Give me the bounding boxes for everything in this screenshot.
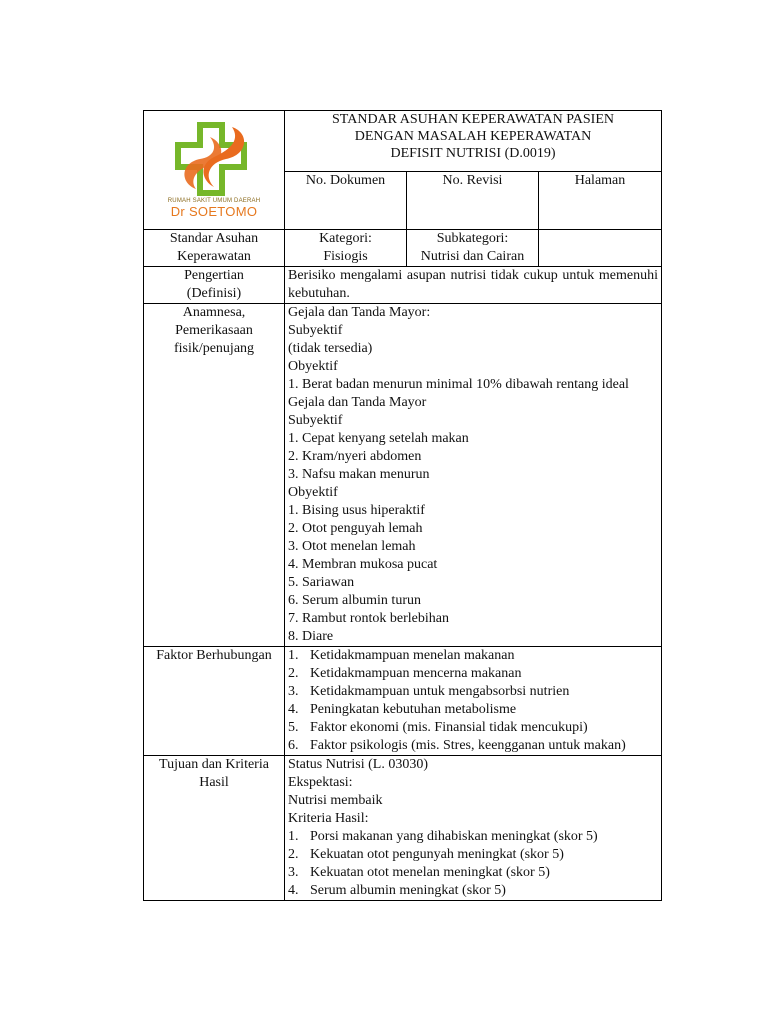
list-item-number: 2. (288, 847, 299, 862)
list-item-number: 4. (288, 883, 299, 898)
revision-number-label: No. Revisi (442, 172, 503, 188)
list-item (288, 719, 658, 737)
hospital-logo (144, 121, 284, 229)
outcomes-line: Status Nutrisi (L. 03030) (288, 757, 428, 772)
outcomes-label-line: Tujuan dan Kriteria (159, 757, 269, 772)
list-item-text: Kekuatan otot pengunyah meningkat (skor 5) (310, 847, 564, 862)
list-item-number: 1. (288, 829, 299, 844)
assessment-line: Obyektif (288, 485, 338, 500)
category-value: Fisiogis (323, 249, 368, 264)
assessment-label-line: fisik/penujang (173, 341, 255, 356)
logo-caption: RUMAH SAKIT UMUM DAERAH (167, 198, 261, 204)
related-factors-label: Faktor Berhubungan (156, 648, 272, 663)
assessment-line: Gejala dan Tanda Mayor (288, 395, 427, 410)
list-item-text: Ketidakmampuan mencerna makanan (310, 666, 522, 681)
list-item-text: Faktor psikologis (mis. Stres, keengganan untuk makan) (310, 738, 626, 753)
logo-cell (144, 111, 285, 230)
definition-label-line: Pengertian (184, 268, 244, 283)
related-factors-list (285, 647, 662, 756)
list-item (288, 864, 658, 882)
document-number-label: No. Dokumen (305, 172, 386, 188)
outcomes-label-cell (144, 756, 285, 901)
outcomes-content-cell (285, 756, 662, 901)
standard-label-line: Standar Asuhan (169, 231, 259, 246)
assessment-label-cell (144, 304, 285, 647)
outcomes-line: Ekspektasi: (288, 775, 353, 790)
list-item (288, 665, 658, 683)
title-line: DEFISIT NUTRISI (D.0019) (390, 146, 556, 161)
title-line: STANDAR ASUHAN KEPERAWATAN PASIEN (332, 112, 614, 127)
definition-text: Berisiko mengalami asupan nutrisi tidak cukup untuk memenuhi kebutuhan. (288, 268, 658, 301)
subcategory-value: Nutrisi dan Cairan (420, 249, 525, 264)
assessment-line: Gejala dan Tanda Mayor: (288, 305, 431, 320)
list-item-number: 4. (288, 702, 299, 717)
list-item-text: Porsi makanan yang dihabiskan meningkat (skor 5) (310, 829, 598, 844)
document-number-cell (285, 171, 407, 229)
assessment-label-line: Anamnesa, (182, 305, 246, 320)
list-item (288, 882, 658, 900)
list-item-text: Peningkatan kebutuhan metabolisme (310, 702, 517, 717)
list-item-text: Kekuatan otot menelan meningkat (skor 5) (310, 865, 550, 880)
assessment-line: 5. Sariawan (288, 575, 355, 590)
standard-label-line: Keperawatan (177, 249, 251, 264)
subcategory-label: Subkategori: (436, 231, 509, 246)
title-line: DENGAN MASALAH KEPERAWATAN (354, 129, 592, 144)
list-item-number: 3. (288, 684, 299, 699)
empty-cell (539, 230, 662, 267)
list-item-number: 3. (288, 865, 299, 880)
list-item (288, 647, 658, 665)
assessment-line: 3. Otot menelan lemah (288, 539, 416, 554)
assessment-line: 2. Kram/nyeri abdomen (288, 449, 422, 464)
outcomes-line: Kriteria Hasil: (288, 811, 369, 826)
category-label: Kategori: (319, 231, 372, 246)
assessment-line: 8. Diare (288, 629, 334, 644)
assessment-line: 1. Cepat kenyang setelah makan (288, 431, 469, 446)
list-item (288, 846, 658, 864)
list-item-number: 6. (288, 738, 299, 753)
assessment-line: 2. Otot penguyah lemah (288, 521, 423, 536)
assessment-line: 1. Berat badan menurun minimal 10% dibawah rentang ideal (288, 377, 629, 392)
assessment-content-cell (285, 304, 662, 647)
assessment-line: Subyektif (288, 413, 343, 428)
document-title (285, 111, 662, 172)
list-item-text: Ketidakmampuan menelan makanan (310, 648, 515, 663)
list-item (288, 683, 658, 701)
revision-number-cell (407, 171, 539, 229)
nursing-care-standard-table (143, 110, 662, 901)
category-cell (285, 230, 407, 267)
page-label: Halaman (574, 172, 626, 188)
assessment-line: 3. Nafsu makan menurun (288, 467, 430, 482)
list-item-number: 1. (288, 648, 299, 663)
assessment-line: (tidak tersedia) (288, 341, 373, 356)
assessment-label-line: Pemerikasaan (175, 323, 253, 338)
list-item (288, 701, 658, 719)
list-item-number: 5. (288, 720, 299, 735)
related-factors-label-cell (144, 647, 285, 756)
list-item (288, 737, 658, 755)
subcategory-cell (407, 230, 539, 267)
standard-label-cell (144, 230, 285, 267)
assessment-line: 4. Membran mukosa pucat (288, 557, 438, 572)
outcomes-line: Nutrisi membaik (288, 793, 383, 808)
page-cell (539, 171, 662, 229)
definition-text-cell (285, 267, 662, 304)
assessment-line: 7. Rambut rontok berlebihan (288, 611, 449, 626)
list-item-text: Faktor ekonomi (mis. Finansial tidak mencukupi) (310, 720, 588, 735)
assessment-line: Subyektif (288, 323, 343, 338)
definition-label-cell (144, 267, 285, 304)
logo-hospital-name: Dr SOETOMO (170, 204, 258, 219)
definition-label-line: (Definisi) (186, 286, 242, 301)
list-item-number: 2. (288, 666, 299, 681)
hospital-logo-icon (174, 121, 254, 197)
outcomes-label-line: Hasil (199, 775, 229, 790)
list-item (288, 828, 658, 846)
list-item-text: Ketidakmampuan untuk mengabsorbsi nutrien (310, 684, 570, 699)
assessment-line: 1. Bising usus hiperaktif (288, 503, 425, 518)
assessment-line: 6. Serum albumin turun (288, 593, 421, 608)
list-item-text: Serum albumin meningkat (skor 5) (310, 883, 506, 898)
assessment-line: Obyektif (288, 359, 338, 374)
